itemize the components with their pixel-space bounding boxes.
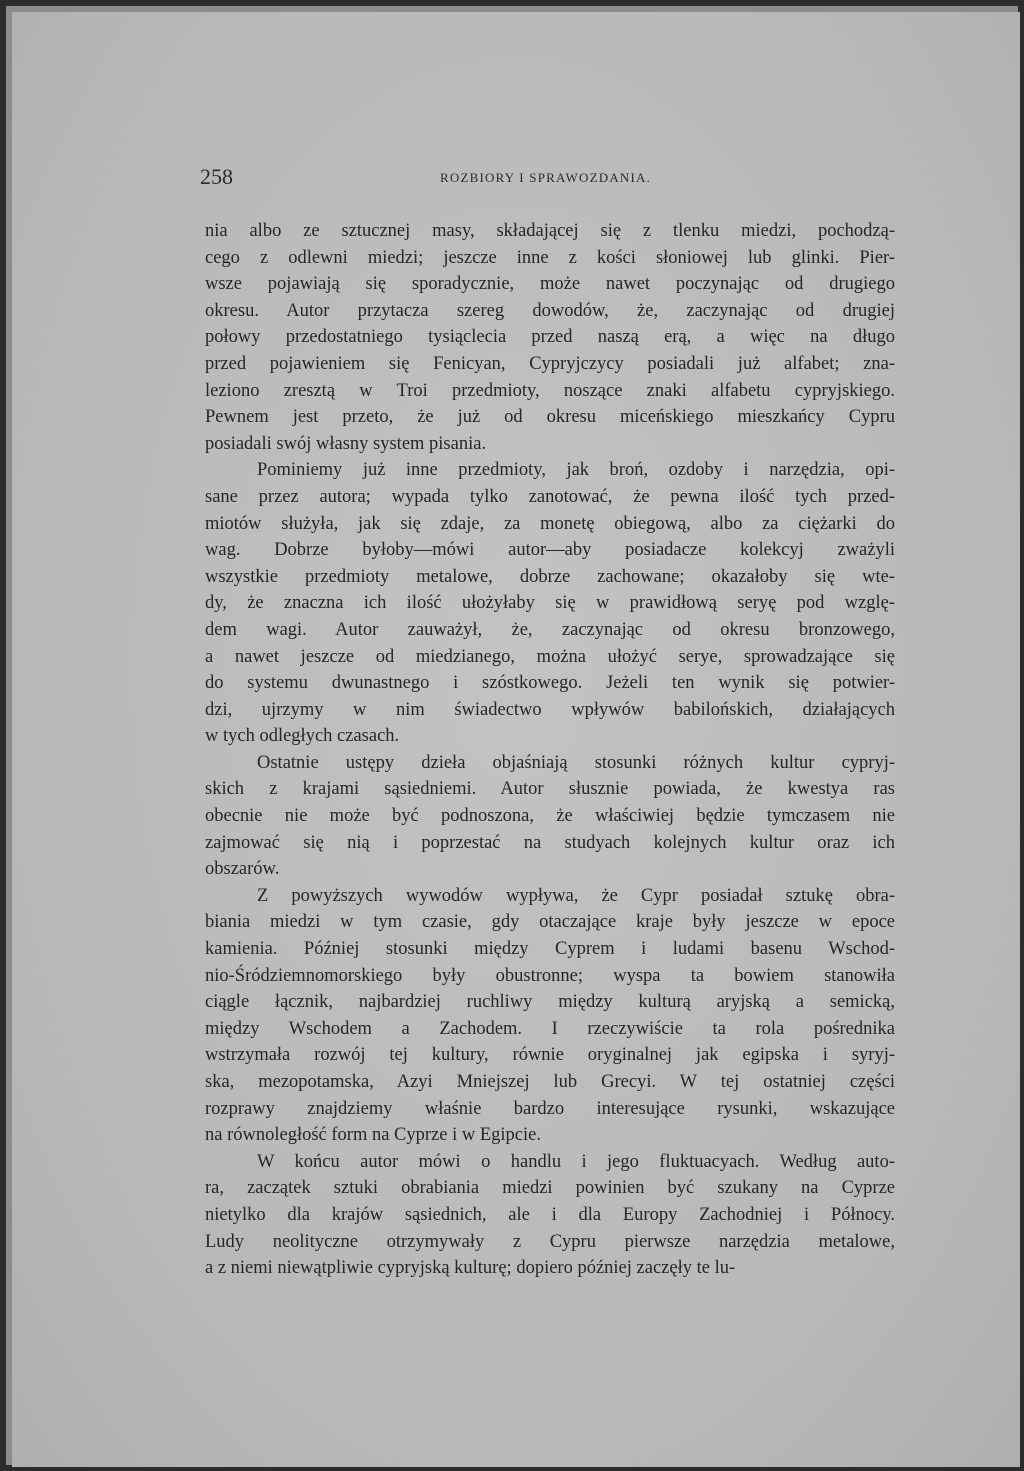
paragraph [205, 218, 895, 457]
text-line: rozprawy znajdziemy właśnie bardzo interesujące rysunki, wskazujące [205, 1098, 895, 1119]
text-line: leziono zresztą w Troi przedmioty, noszące znaki alfabetu cypryjskiego. [205, 380, 895, 401]
body-text [205, 218, 895, 1282]
text-line: kamienia. Później stosunki między Cyprem i ludami basenu Wschod- [205, 939, 895, 960]
paragraph [205, 457, 895, 750]
text-line: między Wschodem a Zachodem. I rzeczywiście ta rola pośrednika [205, 1018, 895, 1039]
text-line: a nawet jeszcze od miedzianego, można ułożyć serye, sprowadzające się [205, 646, 895, 667]
text-line: cego z odlewni miedzi; jeszcze inne z kości słoniowej lub glinki. Pier- [205, 247, 895, 268]
text-line: dem wagi. Autor zauważył, że, zaczynając od okresu bronzowego, [205, 619, 895, 640]
text-line: wszystkie przedmioty metalowe, dobrze zachowane; okazałoby się wte- [205, 566, 895, 587]
text-line: zajmować się nią i poprzestać na studyach kolejnych kultur oraz ich [205, 832, 895, 853]
text-line: dy, że znaczna ich ilość ułożyłaby się w prawidłową seryę pod wzglę- [205, 593, 895, 614]
text-line: a z niemi niewątpliwie cypryjską kulturę; dopiero później zaczęły te lu- [205, 1258, 736, 1279]
running-title: ROZBIORY I SPRAWOZDANIA. [440, 170, 652, 185]
text-line: Ostatnie ustępy dzieła objaśniają stosunki różnych kultur cypryj- [257, 752, 895, 773]
page-number: 258 [200, 164, 233, 189]
text-line: sane przez autora; wypada tylko zanotować, że pewna ilość tych przed- [205, 486, 895, 507]
text-line: do systemu dwunastnego i szóstkowego. Jeżeli ten wynik się potwier- [205, 673, 895, 694]
paragraph [205, 750, 895, 883]
text-line: na równoległość form na Cyprze i w Egipcie. [205, 1125, 541, 1146]
paragraph [205, 1149, 895, 1282]
text-line: przed pojawieniem się Fenicyan, Cypryjczycy posiadali już alfabet; zna- [205, 353, 895, 374]
text-line: Ludy neolityczne otrzymywały z Cypru pierwsze narzędzia metalowe, [205, 1231, 895, 1252]
text-line: obszarów. [205, 859, 280, 880]
text-line: W końcu autor mówi o handlu i jego fluktuacyach. Według auto- [257, 1151, 895, 1172]
text-line: posiadali swój własny system pisania. [205, 433, 487, 454]
paragraph [205, 883, 895, 1149]
text-line: Z powyższych wywodów wypływa, że Cypr posiadał sztukę obra- [257, 885, 895, 906]
book-page [12, 12, 1020, 1467]
text-line: miotów służyła, jak się zdaje, za monetę obiegową, albo za ciężarki do [205, 513, 895, 534]
text-line: skich z krajami sąsiedniemi. Autor słusznie powiada, że kwestya ras [205, 779, 895, 800]
text-line: nietylko dla krajów sąsiednich, ale i dla Europy Zachodniej i Północy. [205, 1204, 895, 1225]
page-header [200, 164, 890, 194]
text-line: biania miedzi w tym czasie, gdy otaczające kraje były jeszcze w epoce [205, 912, 895, 933]
text-line: wag. Dobrze byłoby—mówi autor—aby posiadacze kolekcyj zważyli [205, 540, 895, 561]
text-line: wstrzymała rozwój tej kultury, równie oryginalnej jak egipska i syryj- [205, 1045, 895, 1066]
text-line: wsze pojawiają się sporadycznie, może nawet poczynając od drugiego [205, 274, 895, 295]
text-line: obecnie nie może być podnoszona, że właściwiej będzie tymczasem nie [205, 806, 895, 827]
text-line: w tych odległych czasach. [205, 726, 400, 747]
text-line: dzi, ujrzymy w nim świadectwo wpływów babilońskich, działających [205, 699, 895, 720]
text-line: ciągle łącznik, najbardziej ruchliwy między kulturą aryjską a semicką, [205, 992, 895, 1013]
text-line: ska, mezopotamska, Azyi Mniejszej lub Grecyi. W tej ostatniej części [205, 1072, 895, 1092]
text-line: nia albo ze sztucznej masy, składającej się z tlenku miedzi, pochodzą- [205, 221, 895, 241]
text-line: okresu. Autor przytacza szereg dowodów, że, zaczynając od drugiej [205, 300, 895, 321]
text-line: połowy przedostatniego tysiąclecia przed naszą erą, a więc na długo [205, 327, 895, 348]
text-line: Pewnem jest przeto, że już od okresu miceńskiego mieszkańcy Cypru [205, 407, 895, 428]
text-line: Pominiemy już inne przedmioty, jak broń, ozdoby i narzędzia, opi- [257, 460, 895, 481]
text-line: nio-Śródziemnomorskiego były obustronne; wyspa ta bowiem stanowiła [205, 965, 895, 986]
text-line: ra, zaczątek sztuki obrabiania miedzi powinien być szukany na Cyprze [205, 1178, 895, 1199]
